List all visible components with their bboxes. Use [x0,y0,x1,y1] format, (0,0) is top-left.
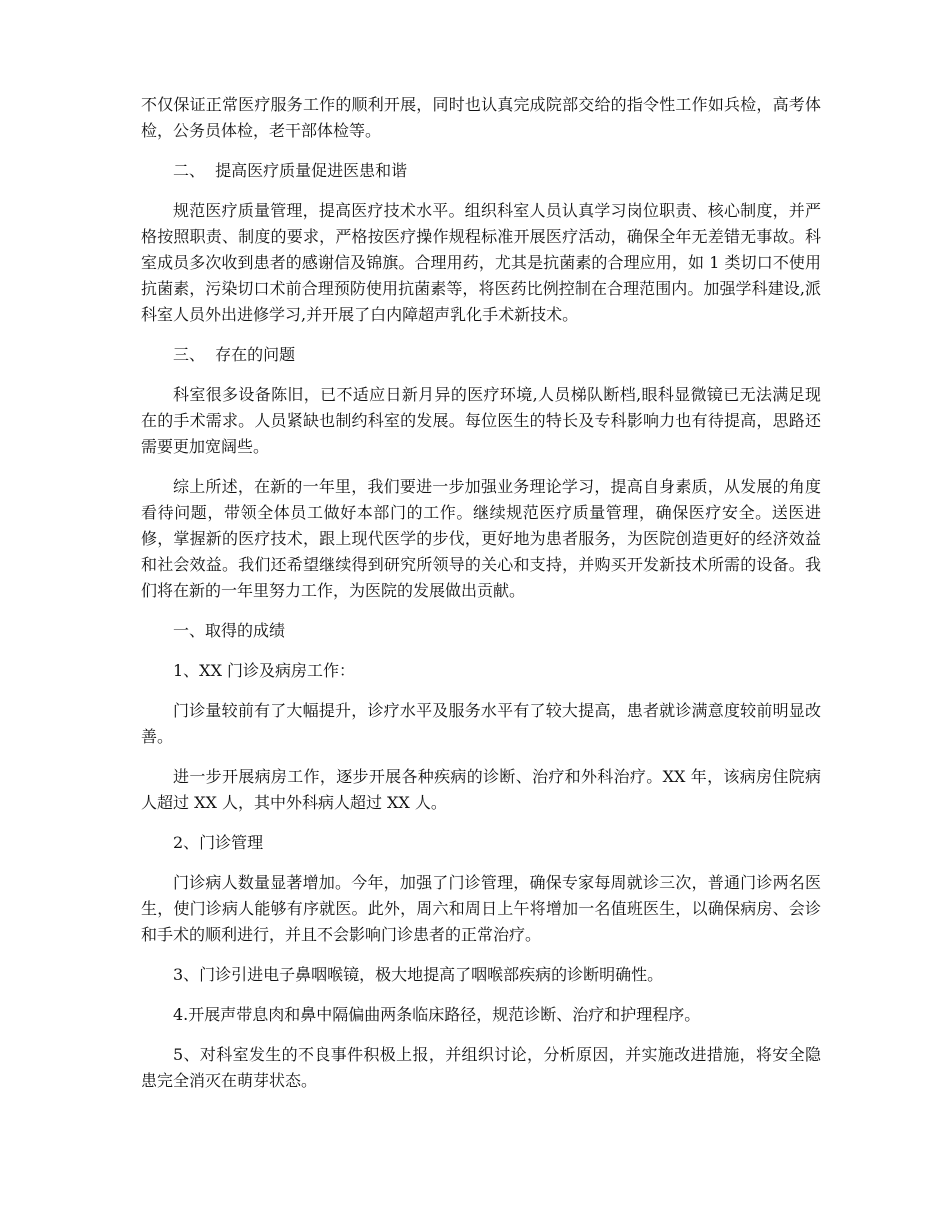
paragraph: 门诊病人数量显著增加。今年，加强了门诊管理，确保专家每周就诊三次，普通门诊两名医生，使门诊病人能够有序就医。此外，周六和周日上午将增加一名值班医生，以确保病房、会诊和手术的顺利进行，并且不会影响门诊患者的正常治疗。 [141,873,821,944]
paragraph: 不仅保证正常医疗服务工作的顺利开展，同时也认真完成院部交给的指令性工作如兵检，高考体检，公务员体检，老干部体检等。 [141,95,821,140]
paragraph: 规范医疗质量管理，提高医疗技术水平。组织科室人员认真学习岗位职责、核心制度，并严格按照职责、制度的要求，严格按医疗操作规程标准开展医疗活动，确保全年无差错无事故。科室成员多次收到患者的感谢信及锦旗。合理用药，尤其是抗菌素的合理应用，如 1 类切口不使用抗菌素，污染切口术前合理预防使用抗菌素等，将医药比例控制在合理范围内。加强学科建设,派科室人员外出进修学习,并开展了白内障超声乳化手术新技术。 [141,201,821,324]
paragraph: 科室很多设备陈旧，已不适应日新月异的医疗环境,人员梯队断档,眼科显微镜已无法满足现在的手术需求。人员紧缺也制约科室的发展。每位医生的特长及专科影响力也有待提高，思路还需要更加宽阔些。 [141,385,821,456]
paragraph: 综上所述，在新的一年里，我们要进一步加强业务理论学习，提高自身素质，从发展的角度看待问题，带领全体员工做好本部门的工作。继续规范医疗质量管理，确保医疗安全。送医进修，掌握新的医疗技术，跟上现代医学的步伐，更好地为患者服务，为医院创造更好的经济效益和社会效益。我们还希望继续得到研究所领导的关心和支持，并购买开发新技术所需的设备。我们将在新的一年里努力工作，为医院的发展做出贡献。 [141,477,821,600]
document-body [141,92,821,1108]
paragraph: 进一步开展病房工作，逐步开展各种疾病的诊断、治疗和外科治疗。XX 年，该病房住院病人超过 XX 人，其中外科病人超过 XX 人。 [141,767,821,812]
list-item: 4.开展声带息肉和鼻中隔偏曲两条临床路径，规范诊断、治疗和护理程序。 [173,1005,701,1024]
section-heading: 一、取得的成绩 [173,621,286,640]
paragraph: 5、对科室发生的不良事件积极上报，并组织讨论，分析原因，并实施改进措施，将安全隐患完全消灭在萌芽状态。 [141,1045,821,1090]
section-heading: 三、 存在的问题 [173,345,296,364]
paragraph: 门诊量较前有了大幅提升，诊疗水平及服务水平有了较大提高，患者就诊满意度较前明显改善。 [141,701,821,746]
section-heading: 二、 提高医疗质量促进医患和谐 [173,161,408,180]
subsection-heading: 2、门诊管理 [173,833,264,852]
list-item: 3、门诊引进电子鼻咽喉镜，极大地提高了咽喉部疾病的诊断明确性。 [173,965,664,984]
subsection-heading: 1、XX 门诊及病房工作： [173,661,356,680]
